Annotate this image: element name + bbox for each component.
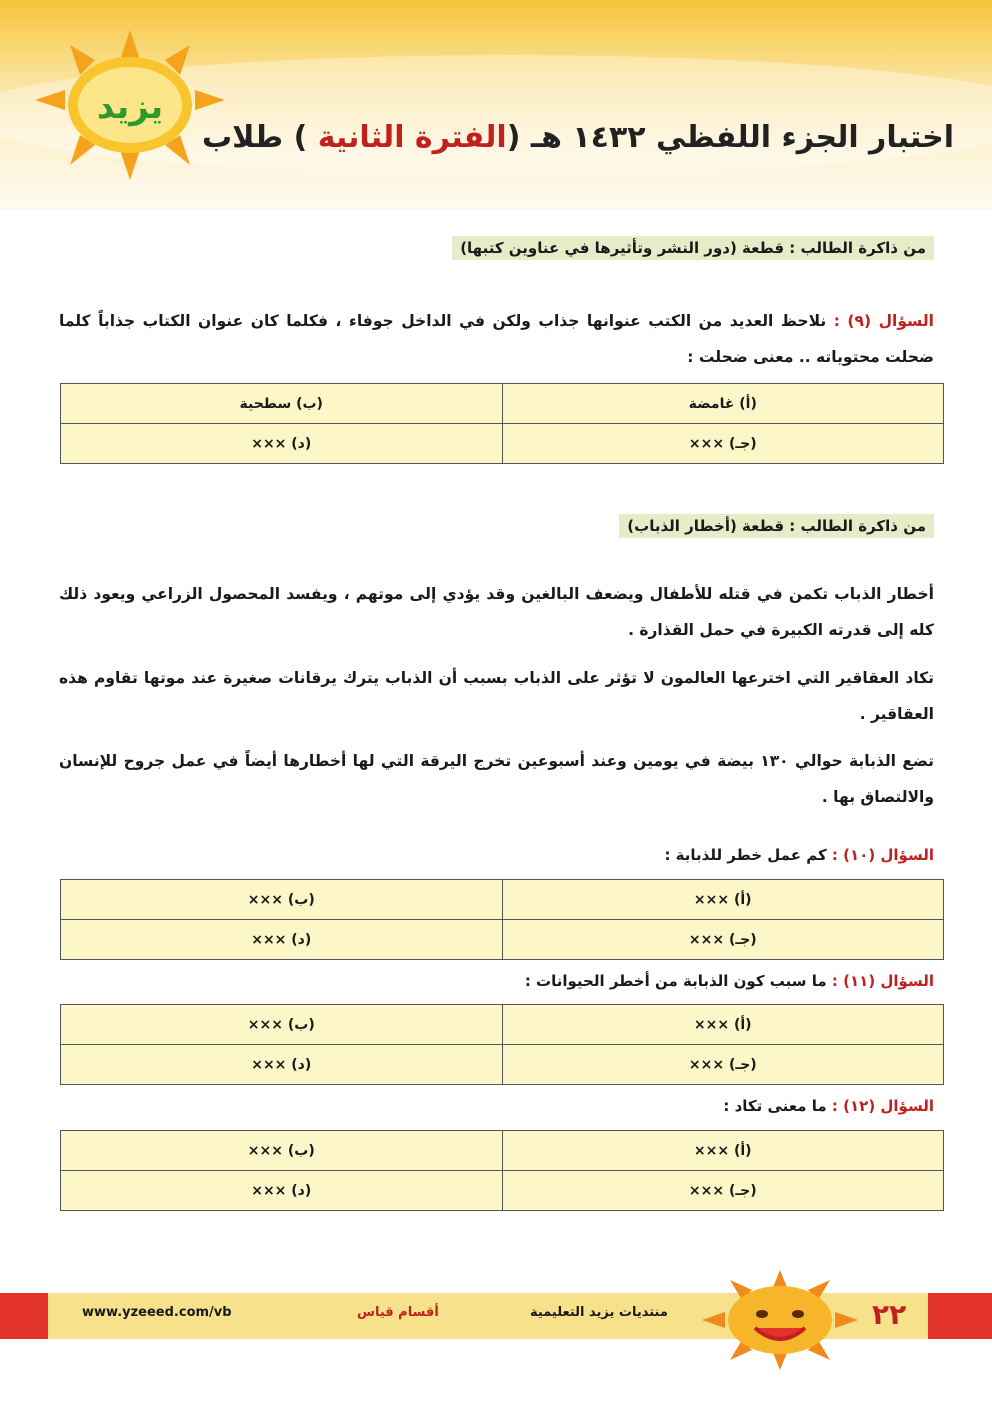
option-b[interactable]: (ب) ××× bbox=[61, 1005, 503, 1045]
option-b[interactable]: (ب) سطحية bbox=[61, 384, 503, 424]
passage-paragraph: أخطار الذباب تكمن في قتله للأطفال ويضعف البالغين وقد يؤدي إلى موتهم ، ويفسد المحصول الزراعي ويعود ذلك كله إلى قدرته الكبيرة في حمل القذارة . bbox=[59, 585, 934, 639]
option-a[interactable]: (أ) ××× bbox=[502, 1005, 944, 1045]
passage-paragraph: تكاد العقاقير التي اخترعها العالمون لا تؤثر على الذباب بسبب أن الذباب يترك يرقانات صغيرة عند موتها تقاوم هذه العقاقير . bbox=[59, 669, 934, 723]
options-table-q11 bbox=[60, 1004, 944, 1085]
sun-mascot-icon bbox=[700, 1270, 860, 1370]
option-c[interactable]: (جـ) ××× bbox=[502, 920, 944, 960]
option-a[interactable]: (أ) غامضة bbox=[502, 384, 944, 424]
passage-paragraph: تضع الذبابة حوالي ١٣٠ بيضة في يومين وعند أسبوعين تخرج اليرقة التي لها أخطارها أيضاً في عمل جروح للإنسان والالتصاق بها . bbox=[59, 752, 934, 806]
options-table-q9 bbox=[60, 383, 944, 464]
question-number: السؤال (١٢) : bbox=[831, 1097, 934, 1115]
table-row bbox=[61, 1005, 944, 1045]
table-row bbox=[61, 880, 944, 920]
question-number: السؤال (٩) : bbox=[833, 312, 934, 330]
option-b[interactable]: (ب) ××× bbox=[61, 880, 503, 920]
option-a[interactable]: (أ) ××× bbox=[502, 880, 944, 920]
sun-logo-icon bbox=[30, 30, 230, 180]
table-row bbox=[61, 920, 944, 960]
question-text: نلاحظ العديد من الكتب عنوانها جذاب ولكن في الداخل جوفاء ، فكلما كان عنوان الكتاب جذاباً كلما ضحلت محتوياته .. معنى ضحلت : bbox=[59, 312, 934, 366]
question-text: ما سبب كون الذبابة من أخطر الحيوانات : bbox=[524, 972, 827, 990]
option-b[interactable]: (ب) ××× bbox=[61, 1131, 503, 1171]
option-a[interactable]: (أ) ××× bbox=[502, 1131, 944, 1171]
footer-url-link[interactable]: www.yzeeed.com/vb bbox=[82, 1305, 232, 1320]
question-text: كم عمل خطر للذبابة : bbox=[664, 846, 827, 864]
table-row bbox=[61, 1045, 944, 1085]
section-label-flies: من ذاكرة الطالب : قطعة (أخطار الذباب) bbox=[619, 514, 934, 538]
option-d[interactable]: (د) ××× bbox=[61, 920, 503, 960]
question-10 bbox=[664, 846, 934, 864]
question-12 bbox=[723, 1097, 934, 1115]
question-number: السؤال (١١) : bbox=[831, 972, 934, 990]
table-row bbox=[61, 1131, 944, 1171]
table-row bbox=[61, 1171, 944, 1211]
page-title: اختبار الجزء اللفظي ١٤٣٢ هـ (الفترة الثانية ) طلاب bbox=[201, 120, 954, 155]
table-row bbox=[61, 384, 944, 424]
section-label-publishers: من ذاكرة الطالب : قطعة (دور النشر وتأثيرها في عناوين كتبها) bbox=[452, 236, 934, 260]
question-number: السؤال (١٠) : bbox=[831, 846, 934, 864]
footer-forum-name: منتديات يزيد التعليمية bbox=[530, 1305, 668, 1320]
table-row bbox=[61, 424, 944, 464]
question-11 bbox=[525, 972, 934, 990]
option-c[interactable]: (جـ) ××× bbox=[502, 1171, 944, 1211]
page-header bbox=[0, 0, 992, 210]
page-number: ٢٢ bbox=[872, 1298, 907, 1331]
question-9 bbox=[59, 303, 934, 375]
footer-section-link[interactable]: أقسام قياس bbox=[357, 1305, 439, 1320]
option-c[interactable]: (جـ) ××× bbox=[502, 424, 944, 464]
options-table-q10 bbox=[60, 879, 944, 960]
footer-accent-left bbox=[0, 1293, 48, 1339]
footer-accent-right bbox=[928, 1293, 992, 1339]
option-c[interactable]: (جـ) ××× bbox=[502, 1045, 944, 1085]
option-d[interactable]: (د) ××× bbox=[61, 1045, 503, 1085]
options-table-q12 bbox=[60, 1130, 944, 1211]
question-text: ما معنى تكاد : bbox=[723, 1097, 827, 1115]
option-d[interactable]: (د) ××× bbox=[61, 424, 503, 464]
svg-text:يزيد: يزيد bbox=[96, 87, 164, 127]
option-d[interactable]: (د) ××× bbox=[61, 1171, 503, 1211]
